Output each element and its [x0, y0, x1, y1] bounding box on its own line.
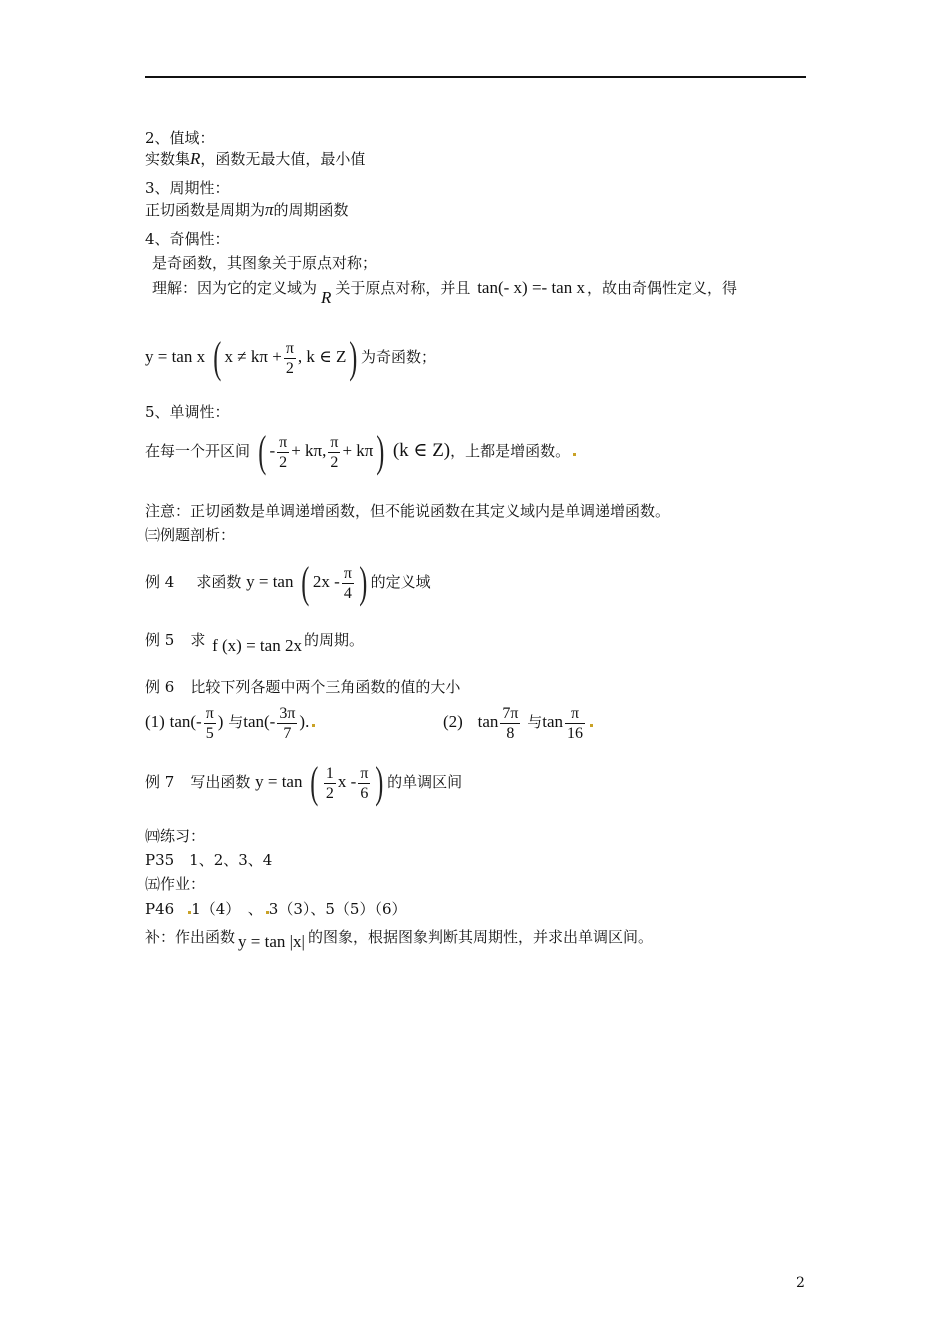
- monotonic-interval: 在每一个开区间 ( - $\frac{\pi}{2}$ + kπ, $\frac{\pi}{2}$ + kπ) (k ∈ Z)，上都是增函数。: [145, 426, 576, 476]
- section-5-note: 注意：正切函数是单调递增函数，但不能说函数在其定义域内是单调递增函数。: [145, 502, 671, 520]
- section-4-line1: 是奇函数，其图象关于原点对称；: [152, 254, 378, 272]
- section-5-title: 5、单调性：: [145, 403, 230, 421]
- section-3-title: 3、周期性：: [145, 179, 230, 197]
- page-number: 2: [796, 1275, 805, 1291]
- odd-function-equation: y = tan x ( x ≠ kπ + $\frac{\pi}{2}$ , k ∈ Z) 为奇函数；: [145, 333, 437, 382]
- example-4: 例 4 求函数 y = tan ( 2x - $\frac{\pi}{4}$ ) 的定义域: [145, 558, 431, 607]
- section-3-body: 正切函数是周期为π的周期函数: [145, 200, 349, 219]
- example-6-part-2: (2) tan $\frac{7\pi}{8}$ 与tan $\frac{\pi}{16}$: [443, 698, 593, 746]
- practice-title: ㈣练习：: [145, 827, 206, 845]
- homework-title: ㈤作业：: [145, 875, 206, 893]
- section-4-line2: 理解：因为它的定义域为 R 关于原点对称，并且 tan(- x) =- tan x ，故由奇偶性定义，得: [152, 278, 737, 307]
- practice-body: P35 1、2、3、4: [145, 851, 273, 869]
- header-rule: [145, 76, 806, 78]
- section-4-title: 4、奇偶性：: [145, 230, 230, 248]
- example-5: 例 5 求 f (x) = tan 2x 的周期。: [145, 631, 364, 655]
- examples-title: ㈢例题剖析：: [145, 526, 236, 544]
- example-6: 例 6 比较下列各题中两个三角函数的值的大小: [145, 678, 461, 696]
- supplementary-task: 补：作出函数 y = tan |x| 的图象，根据图象判断其周期性，并求出单调区间。: [145, 928, 653, 951]
- homework-body: P46 1（4） 、 3（3）、5（5）（6）: [145, 900, 407, 918]
- example-7: 例 7 写出函数 y = tan ( $\frac{1}{2}$ x - $\frac{\pi}{6}$ ) 的单调区间: [145, 758, 463, 807]
- example-6-part-1: (1) tan(- $\frac{\pi}{5}$ ) 与tan(- $\frac{3\pi}{7}$ ).: [145, 698, 315, 746]
- section-2-title: 2、值域：: [145, 129, 215, 147]
- section-2-body: 实数集R，函数无最大值，最小值: [145, 149, 366, 168]
